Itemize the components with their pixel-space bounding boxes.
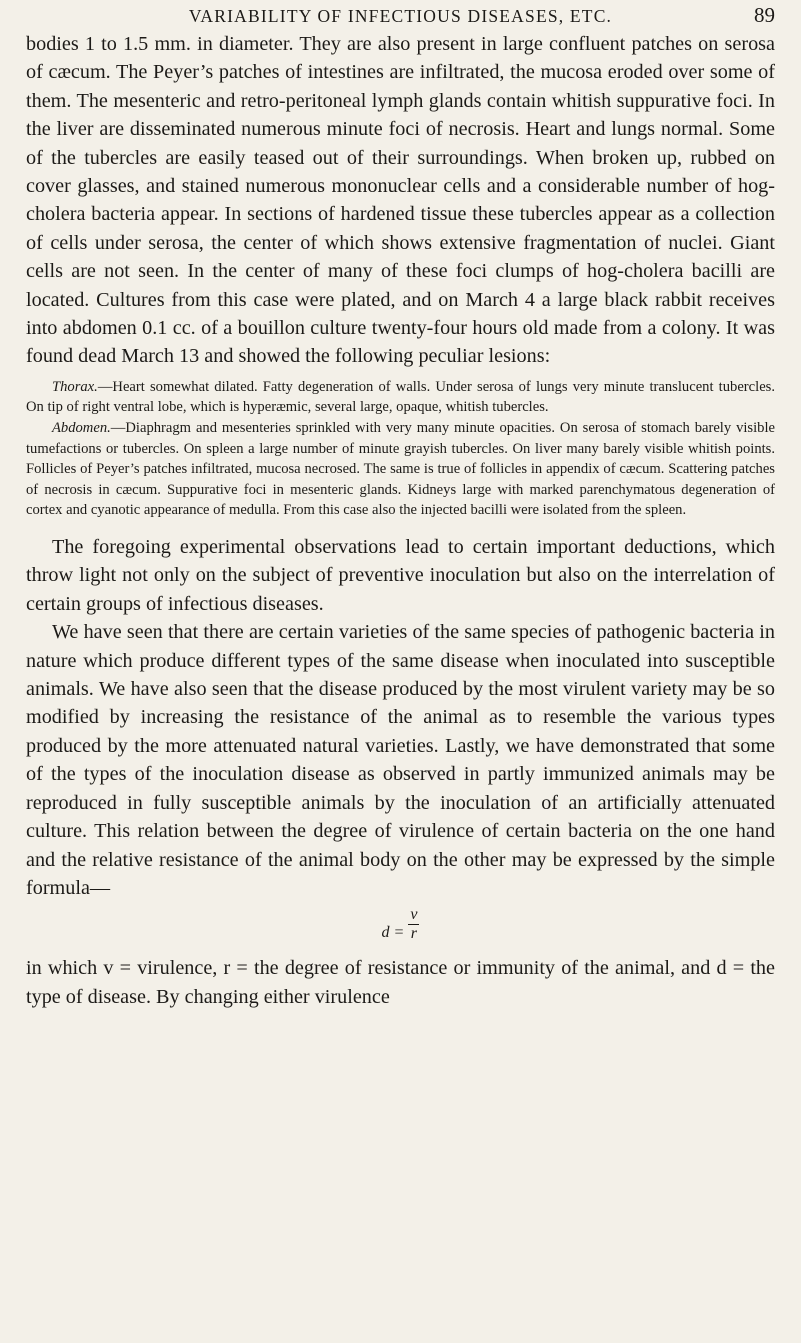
formula-denominator: r [410,925,418,943]
body-text [26,30,775,1011]
note-thorax-text: —Heart somewhat dilated. Fatty degeneration of walls. Under serosa of lungs very minute translucent tubercles. On tip of right ventral lobe, which is hyperæmic, several large, opaque, whitish tubercles. [26,378,775,416]
formula-fraction [408,906,419,943]
paragraph-case-description: bodies 1 to 1.5 mm. in diameter. They are also present in large confluent patches on serosa of cæcum. The Peyer’s patches of intestines are infiltrated, the mucosa eroded over some of them. The mesenteric and retro-peritoneal lymph glands contain whitish suppurative foci. In the liver are disseminated numerous minute foci of necrosis. Heart and lungs normal. Some of the tubercles are easily teased out of their surroundings. When broken up, rubbed on cover glasses, and stained numerous mononuclear cells and a considerable number of hog-cholera bacteria appear. In sections of hardened tissue these tubercles appear as a collection of cells under serosa, the center of which shows extensive fragmentation of nuclei. Giant cells are not seen. In the center of many of these foci clumps of hog-cholera bacilli are located. Cultures from this case were plated, and on March 4 a large black rabbit receives into abdomen 0.1 cc. of a bouillon culture twenty-four hours old made from a colony. It was found dead March 13 and showed the following peculiar lesions: [26,33,775,368]
formula-lhs: d = [381,924,405,942]
paragraph-varieties: We have seen that there are certain varieties of the same species of pathogenic bacteria in nature which produce different types of the same disease when inoculated into susceptible animals. We have also seen that the disease produced by the most virulent variety may be so modified by increasing the resistance of the animal as to resemble the various types produced by the more attenuated natural varieties. Lastly, we have demonstrated that some of the types of the inoculation disease as observed in partly immunized animals may be reproduced in fully susceptible animals by the inoculation of an artificially attenuated culture. This relation between the degree of virulence of certain bacteria on the one hand and the relative resistance of the animal body on the other may be expressed by the simple formula— [26,621,775,899]
paragraph-deductions: The foregoing experimental observations lead to certain important deductions, which throw light not only on the subject of preventive inoculation but also on the interrelation of certain groups of infectious diseases. [26,536,775,615]
running-head [26,0,775,30]
note-abdomen-text: —Diaphragm and mesenteries sprinkled with very many minute opacities. On serosa of stomach barely visible tumefactions or tubercles. On spleen a large number of minute grayish tubercles. On liver many barely visible whitish points. Follicles of Peyer’s patches infiltrated, mucosa necrosed. The same is true of follicles in appendix of cæcum. Scattering patches of necrosis in cæcum. Suppurative foci in mesenteric glands. Kidneys large with marked parenchymatous degeneration of cortex and cyanotic appearance of medulla. From this case also the injected bacilli were isolated from the spleen. [26,420,775,519]
note-thorax [26,377,775,418]
note-abdomen-label: Abdomen. [52,420,111,437]
note-abdomen [26,418,775,521]
autopsy-notes [26,377,775,521]
formula-numerator: v [410,906,418,924]
running-title: VARIABILITY OF INFECTIOUS DISEASES, ETC. [188,6,613,26]
note-thorax-label: Thorax. [52,378,98,395]
paragraph-formula-explanation: in which v = virulence, r = the degree of resistance or immunity of the animal, and d = the type of disease. By changing either virulence [26,957,775,1008]
formula [26,906,775,948]
page-number: 89 [754,3,775,27]
